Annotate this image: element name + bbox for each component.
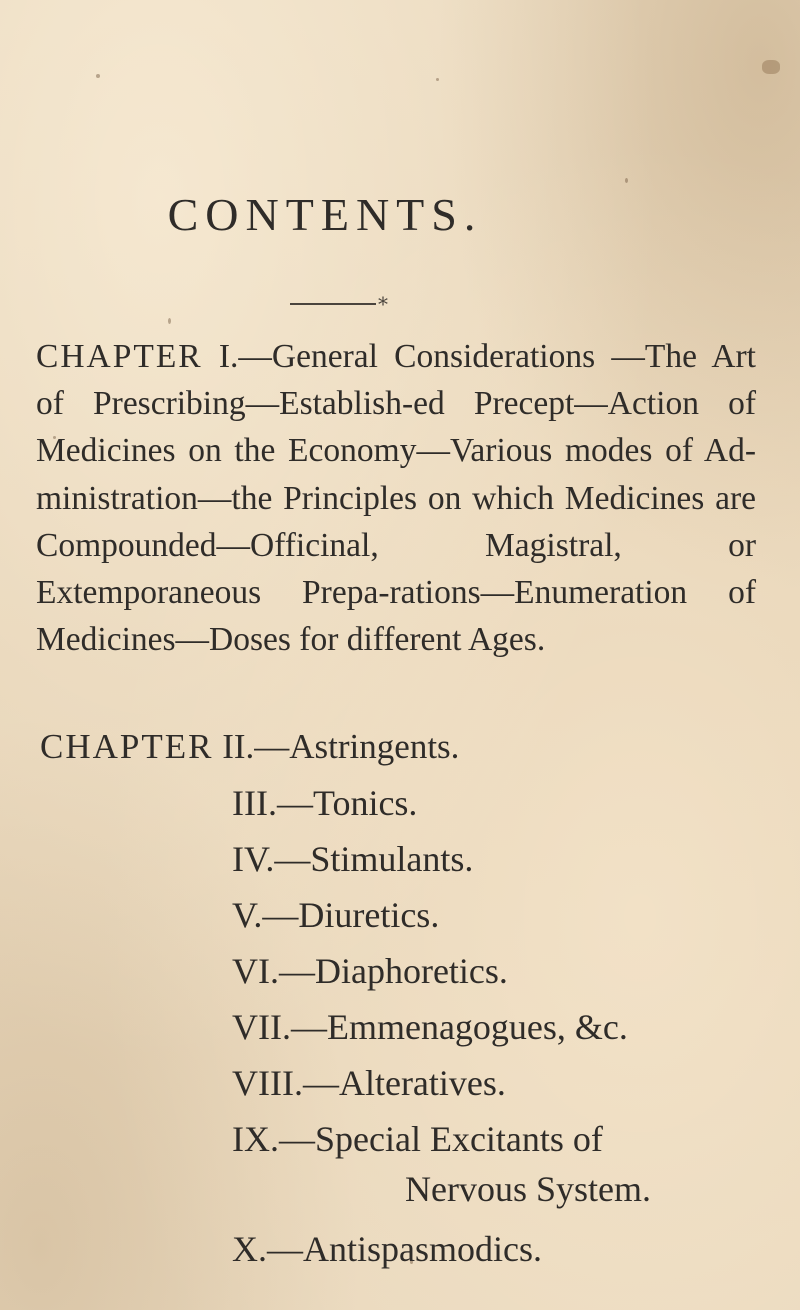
ornament-icon: ⁎ — [378, 286, 388, 310]
title-rule — [290, 303, 376, 305]
chapter-7-entry: VII.—Emmenagogues, &c. — [232, 1007, 628, 1047]
chapter-3-entry: III.—Tonics. — [232, 783, 418, 823]
chapter-5-entry: V.—Diuretics. — [232, 895, 440, 935]
chapter-9-continuation: Nervous System. — [405, 1169, 651, 1209]
chapter-8-entry: VIII.—Alteratives. — [232, 1063, 506, 1103]
chapter-9-entry: IX.—Special Excitants of — [232, 1119, 603, 1159]
chapter-2-text: II.—Astringents. — [222, 727, 460, 766]
paper-speck — [168, 318, 171, 324]
chapter-6-entry: VI.—Diaphoretics. — [232, 951, 508, 991]
paper-speck — [436, 78, 439, 81]
page-title: CONTENTS. — [167, 189, 483, 240]
chapter-1-entry — [36, 333, 756, 663]
paper-speck — [625, 178, 628, 183]
chapter-1-label: CHAPTER — [36, 338, 203, 375]
chapter-4-entry: IV.—Stimulants. — [232, 839, 474, 879]
chapter-2-label: CHAPTER — [40, 727, 214, 766]
paper-speck — [762, 60, 780, 74]
chapter-1-text: I.—General Considerations —The Art of Prescribing—Establish-ed Precept—Action of Medicines on the Economy—Various modes of Ad-ministration—the Principles on which Medicines are Compounded—Officinal, Magistral, or Extemporaneous Prepa-rations—Enumeration of Medicines—Doses for different Ages. — [36, 338, 756, 659]
chapter-2-entry — [40, 727, 459, 767]
paper-speck — [96, 74, 100, 78]
chapter-10-entry: X.—Antispasmodics. — [232, 1229, 542, 1269]
